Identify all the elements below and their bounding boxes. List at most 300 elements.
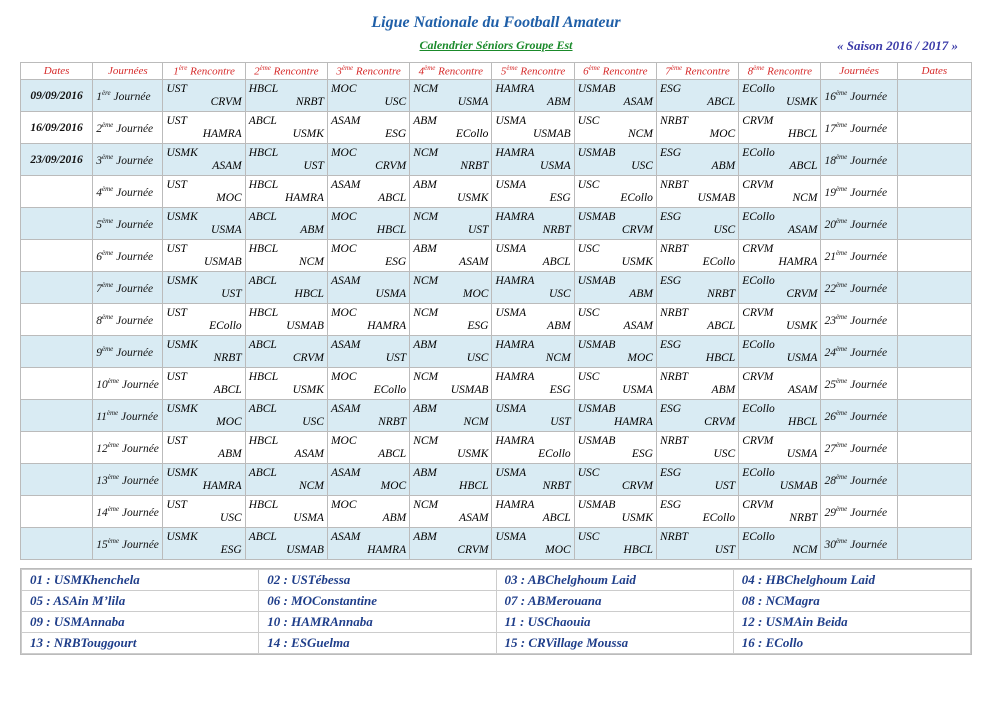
home-team: HBCL bbox=[248, 370, 279, 383]
away-team: ESG bbox=[385, 127, 407, 140]
round-row bbox=[21, 112, 972, 144]
home-team: ESG bbox=[659, 338, 682, 351]
away-team: USC bbox=[302, 415, 324, 428]
dates-header-right: Dates bbox=[897, 63, 971, 80]
round-date: 09/09/2016 bbox=[21, 80, 93, 112]
away-team: HAMRA bbox=[367, 319, 407, 332]
ordinal-suffix: ème bbox=[670, 64, 683, 73]
round-date-right bbox=[897, 368, 971, 400]
away-team: ECollo bbox=[455, 127, 489, 140]
match-cell bbox=[163, 80, 245, 112]
round-date bbox=[21, 272, 93, 304]
ordinal-word: Journée bbox=[119, 506, 159, 519]
match-cell bbox=[574, 400, 656, 432]
away-team: ASAM bbox=[459, 511, 489, 524]
away-team: HBCL bbox=[294, 287, 324, 300]
round-date bbox=[21, 432, 93, 464]
round-journee-left bbox=[93, 272, 163, 304]
away-team: USMK bbox=[457, 191, 489, 204]
match-cell bbox=[245, 528, 327, 560]
home-team: ABCL bbox=[248, 530, 277, 543]
match-cell bbox=[739, 80, 821, 112]
away-team: NRBT bbox=[707, 287, 736, 300]
away-team: USMK bbox=[292, 383, 324, 396]
home-team: ECollo bbox=[742, 530, 775, 543]
away-team: ECollo bbox=[702, 255, 736, 268]
home-team: USC bbox=[577, 242, 600, 255]
ordinal-number: 2 bbox=[96, 122, 102, 135]
match-cell bbox=[327, 336, 409, 368]
ordinal-suffix: ème bbox=[835, 216, 848, 225]
round-journee-right bbox=[821, 144, 897, 176]
home-team: USMA bbox=[495, 178, 527, 191]
home-team: ESG bbox=[659, 146, 682, 159]
home-team: CRVM bbox=[742, 434, 774, 447]
ordinal-number: 5 bbox=[96, 218, 102, 231]
match-cell bbox=[739, 432, 821, 464]
ordinal-suffix: ème bbox=[835, 88, 848, 97]
ordinal-suffix: ème bbox=[835, 248, 848, 257]
match-cell bbox=[574, 368, 656, 400]
match-cell bbox=[492, 208, 574, 240]
away-team: NRBT bbox=[213, 351, 242, 364]
ordinal-number: 3 bbox=[96, 154, 102, 167]
home-team: ESG bbox=[659, 466, 682, 479]
away-team: USMA bbox=[540, 159, 571, 172]
home-team: NRBT bbox=[659, 178, 689, 191]
away-team: ASAM bbox=[788, 383, 818, 396]
away-team: MOC bbox=[216, 191, 242, 204]
home-team: HBCL bbox=[248, 146, 279, 159]
ordinal-suffix: ème bbox=[835, 536, 848, 545]
home-team: ECollo bbox=[742, 466, 775, 479]
match-cell bbox=[163, 400, 245, 432]
match-cell bbox=[163, 240, 245, 272]
ordinal-suffix: ème bbox=[101, 152, 114, 161]
away-team: ASAM bbox=[294, 447, 324, 460]
match-cell bbox=[163, 176, 245, 208]
round-date bbox=[21, 240, 93, 272]
home-team: MOC bbox=[330, 242, 357, 255]
home-team: NCM bbox=[413, 434, 439, 447]
match-cell bbox=[492, 80, 574, 112]
round-row bbox=[21, 496, 972, 528]
ordinal-number: 24 bbox=[824, 346, 836, 359]
home-team: HAMRA bbox=[495, 498, 535, 511]
match-cell bbox=[739, 240, 821, 272]
match-cell bbox=[574, 272, 656, 304]
home-team: MOC bbox=[330, 82, 357, 95]
match-cell bbox=[656, 176, 738, 208]
ordinal-word: Journée bbox=[847, 186, 888, 199]
round-journee-right bbox=[821, 400, 897, 432]
match-cell bbox=[163, 368, 245, 400]
ordinal-suffix: ème bbox=[107, 472, 119, 481]
away-team: CRVM bbox=[375, 159, 407, 172]
match-cell bbox=[574, 336, 656, 368]
ordinal-suffix: ère bbox=[101, 88, 111, 97]
away-team: ABCL bbox=[378, 191, 407, 204]
ordinal-suffix: ème bbox=[753, 64, 765, 73]
ordinal-number: 6 bbox=[583, 65, 589, 78]
rencontre-header-2 bbox=[245, 63, 327, 80]
away-team: ABM bbox=[711, 159, 736, 172]
away-team: ABCL bbox=[542, 511, 571, 524]
ordinal-suffix: ème bbox=[107, 504, 119, 513]
home-team: USMAB bbox=[577, 498, 616, 511]
match-cell bbox=[163, 208, 245, 240]
away-team: ECollo bbox=[702, 511, 736, 524]
legend-team: 07 : ABMerouana bbox=[496, 591, 733, 612]
match-cell bbox=[327, 432, 409, 464]
round-date-right bbox=[897, 112, 971, 144]
ordinal-word: Journée bbox=[847, 282, 888, 295]
round-date bbox=[21, 528, 93, 560]
dates-header: Dates bbox=[21, 63, 93, 80]
round-date bbox=[21, 368, 93, 400]
home-team: USMK bbox=[166, 466, 198, 479]
round-row bbox=[21, 208, 972, 240]
away-team: ABCL bbox=[707, 319, 736, 332]
ordinal-number: 3 bbox=[336, 65, 342, 78]
ordinal-number: 19 bbox=[824, 186, 836, 199]
ordinal-suffix: ème bbox=[107, 536, 119, 545]
home-team: USMK bbox=[166, 338, 198, 351]
rencontre-header-3 bbox=[327, 63, 409, 80]
away-team: USC bbox=[548, 287, 571, 300]
match-cell bbox=[656, 464, 738, 496]
away-team: USC bbox=[219, 511, 242, 524]
away-team: CRVM bbox=[292, 351, 324, 364]
home-team: HAMRA bbox=[495, 434, 535, 447]
match-cell bbox=[410, 336, 492, 368]
match-cell bbox=[245, 112, 327, 144]
away-team: USC bbox=[631, 159, 653, 172]
ordinal-word: Rencontre bbox=[517, 65, 566, 78]
match-cell bbox=[410, 272, 492, 304]
away-team: NCM bbox=[299, 479, 324, 492]
home-team: NRBT bbox=[659, 114, 689, 127]
round-journee-left bbox=[93, 464, 163, 496]
ordinal-number: 26 bbox=[824, 410, 836, 423]
home-team: ABM bbox=[413, 114, 437, 127]
match-cell bbox=[574, 432, 656, 464]
ordinal-suffix: ère bbox=[178, 64, 188, 73]
away-team: USMK bbox=[292, 127, 324, 140]
away-team: USC bbox=[466, 351, 489, 364]
legend-team: 01 : USMKhenchela bbox=[22, 570, 259, 591]
away-team: USMK bbox=[457, 447, 489, 460]
away-team: ASAM bbox=[788, 223, 818, 236]
match-cell bbox=[245, 464, 327, 496]
round-date: 16/09/2016 bbox=[21, 112, 93, 144]
away-team: HAMRA bbox=[202, 479, 242, 492]
match-cell bbox=[656, 368, 738, 400]
home-team: USC bbox=[577, 306, 600, 319]
away-team: HBCL bbox=[705, 351, 736, 364]
home-team: ABCL bbox=[248, 466, 277, 479]
match-cell bbox=[656, 208, 738, 240]
ordinal-word: Journée bbox=[119, 442, 159, 455]
round-row bbox=[21, 144, 972, 176]
legend-team: 10 : HAMRAnnaba bbox=[259, 612, 496, 633]
legend-team: 05 : ASAin M’lila bbox=[22, 591, 259, 612]
match-cell bbox=[739, 176, 821, 208]
home-team: CRVM bbox=[742, 242, 774, 255]
away-team: NRBT bbox=[542, 223, 571, 236]
away-team: HBCL bbox=[623, 543, 653, 556]
home-team: ABCL bbox=[248, 114, 277, 127]
round-row bbox=[21, 528, 972, 560]
season-label: « Saison 2016 / 2017 » bbox=[837, 38, 958, 53]
home-team: CRVM bbox=[742, 498, 774, 511]
legend-team: 16 : ECollo bbox=[733, 633, 970, 654]
ordinal-suffix: ème bbox=[835, 472, 848, 481]
home-team: USC bbox=[577, 370, 600, 383]
match-cell bbox=[574, 208, 656, 240]
legend-team: 06 : MOConstantine bbox=[259, 591, 496, 612]
home-team: USMK bbox=[166, 146, 198, 159]
home-team: ECollo bbox=[742, 146, 775, 159]
ordinal-suffix: ème bbox=[101, 120, 114, 129]
away-team: CRVM bbox=[621, 223, 653, 236]
legend-team: 02 : USTébessa bbox=[259, 570, 496, 591]
ordinal-word: Journée bbox=[113, 122, 154, 135]
ordinal-number: 1 bbox=[96, 90, 102, 103]
away-team: ABM bbox=[547, 319, 571, 332]
home-team: UST bbox=[166, 178, 187, 191]
round-journee-right bbox=[821, 80, 897, 112]
ordinal-word: Journée bbox=[847, 90, 888, 103]
match-cell bbox=[492, 272, 574, 304]
match-cell bbox=[410, 240, 492, 272]
home-team: MOC bbox=[330, 370, 357, 383]
match-cell bbox=[245, 272, 327, 304]
away-team: USMAB bbox=[204, 255, 242, 268]
match-cell bbox=[574, 304, 656, 336]
home-team: USMK bbox=[166, 530, 198, 543]
match-cell bbox=[245, 400, 327, 432]
match-cell bbox=[410, 432, 492, 464]
home-team: ABCL bbox=[248, 274, 277, 287]
rencontre-header-6 bbox=[574, 63, 656, 80]
home-team: USC bbox=[577, 530, 600, 543]
ordinal-word: Rencontre bbox=[764, 65, 812, 78]
match-cell bbox=[327, 208, 409, 240]
match-cell bbox=[245, 144, 327, 176]
ordinal-word: Journée bbox=[847, 410, 888, 423]
home-team: NCM bbox=[413, 306, 439, 319]
away-team: MOC bbox=[709, 127, 736, 140]
match-cell bbox=[327, 112, 409, 144]
away-team: NRBT bbox=[378, 415, 407, 428]
home-team: USMA bbox=[495, 306, 527, 319]
away-team: ABM bbox=[218, 447, 242, 460]
match-cell bbox=[327, 496, 409, 528]
ordinal-word: Journée bbox=[847, 346, 888, 359]
ordinal-word: Journée bbox=[847, 506, 888, 519]
legend-team: 11 : USChaouia bbox=[496, 612, 733, 633]
home-team: ECollo bbox=[742, 274, 775, 287]
round-date-right bbox=[897, 144, 971, 176]
match-cell bbox=[739, 464, 821, 496]
ordinal-suffix: ème bbox=[101, 184, 114, 193]
round-date bbox=[21, 176, 93, 208]
ordinal-suffix: ème bbox=[835, 376, 848, 385]
ordinal-number: 25 bbox=[824, 378, 836, 391]
match-cell bbox=[656, 144, 738, 176]
ordinal-number: 1 bbox=[173, 65, 179, 78]
match-cell bbox=[327, 240, 409, 272]
round-row bbox=[21, 176, 972, 208]
ordinal-word: Journée bbox=[847, 250, 888, 263]
home-team: NCM bbox=[413, 274, 439, 287]
match-cell bbox=[410, 112, 492, 144]
match-cell bbox=[327, 400, 409, 432]
home-team: ABM bbox=[413, 242, 437, 255]
away-team: ABCL bbox=[213, 383, 242, 396]
home-team: USMA bbox=[495, 530, 527, 543]
ordinal-suffix: ème bbox=[106, 408, 119, 417]
match-cell bbox=[245, 304, 327, 336]
match-cell bbox=[163, 336, 245, 368]
away-team: CRVM bbox=[457, 543, 489, 556]
ordinal-word: Journée bbox=[847, 122, 888, 135]
ordinal-word: Rencontre bbox=[682, 65, 730, 78]
home-team: ECollo bbox=[742, 402, 775, 415]
match-cell bbox=[656, 336, 738, 368]
ordinal-number: 5 bbox=[500, 65, 507, 78]
match-cell bbox=[492, 464, 574, 496]
match-cell bbox=[492, 336, 574, 368]
away-team: NCM bbox=[463, 415, 489, 428]
match-cell bbox=[492, 368, 574, 400]
home-team: USMAB bbox=[577, 402, 616, 415]
ordinal-suffix: ème bbox=[835, 344, 848, 353]
home-team: NRBT bbox=[659, 242, 689, 255]
match-cell bbox=[656, 496, 738, 528]
away-team: ECollo bbox=[209, 319, 242, 332]
match-cell bbox=[656, 432, 738, 464]
ordinal-suffix: ème bbox=[835, 120, 848, 129]
away-team: MOC bbox=[627, 351, 653, 364]
away-team: NRBT bbox=[542, 479, 571, 492]
home-team: UST bbox=[166, 434, 187, 447]
away-team: USMA bbox=[293, 511, 324, 524]
ordinal-word: Journée bbox=[113, 282, 154, 295]
home-team: CRVM bbox=[742, 370, 774, 383]
match-cell bbox=[656, 528, 738, 560]
away-team: MOC bbox=[462, 287, 489, 300]
home-team: USC bbox=[577, 178, 600, 191]
match-cell bbox=[739, 112, 821, 144]
ordinal-suffix: ème bbox=[101, 280, 114, 289]
away-team: NCM bbox=[792, 191, 818, 204]
match-cell bbox=[574, 528, 656, 560]
round-date-right bbox=[897, 432, 971, 464]
match-cell bbox=[410, 528, 492, 560]
home-team: USMA bbox=[495, 242, 527, 255]
round-journee-left bbox=[93, 304, 163, 336]
match-cell bbox=[163, 432, 245, 464]
away-team: USC bbox=[713, 223, 736, 236]
ordinal-word: Rencontre bbox=[187, 65, 235, 78]
round-journee-right bbox=[821, 496, 897, 528]
away-team: ESG bbox=[467, 319, 489, 332]
ordinal-suffix: ème bbox=[835, 312, 848, 321]
legend-team: 13 : NRBTouggourt bbox=[22, 633, 259, 654]
away-team: USMAB bbox=[533, 127, 571, 140]
round-journee-right bbox=[821, 272, 897, 304]
home-team: NRBT bbox=[659, 530, 689, 543]
away-team: ASAM bbox=[459, 255, 489, 268]
round-journee-right bbox=[821, 464, 897, 496]
ordinal-word: Journée bbox=[119, 474, 159, 487]
away-team: CRVM bbox=[704, 415, 736, 428]
match-cell bbox=[163, 272, 245, 304]
home-team: HBCL bbox=[248, 82, 279, 95]
ordinal-word: Journée bbox=[113, 186, 154, 199]
home-team: ASAM bbox=[330, 530, 361, 543]
away-team: UST bbox=[714, 479, 736, 492]
away-team: ESG bbox=[385, 255, 407, 268]
match-cell bbox=[410, 80, 492, 112]
match-cell bbox=[492, 528, 574, 560]
match-cell bbox=[574, 80, 656, 112]
home-team: NRBT bbox=[659, 434, 689, 447]
home-team: ESG bbox=[659, 82, 682, 95]
ordinal-number: 22 bbox=[824, 282, 836, 295]
round-journee-left bbox=[93, 208, 163, 240]
home-team: HAMRA bbox=[495, 274, 535, 287]
home-team: CRVM bbox=[742, 178, 774, 191]
match-cell bbox=[410, 368, 492, 400]
match-cell bbox=[574, 496, 656, 528]
round-date-right bbox=[897, 336, 971, 368]
match-cell bbox=[574, 176, 656, 208]
ordinal-word: Journée bbox=[847, 378, 888, 391]
team-legend bbox=[20, 568, 972, 655]
match-cell bbox=[245, 368, 327, 400]
away-team: USMA bbox=[786, 447, 818, 460]
home-team: USMAB bbox=[577, 274, 616, 287]
ordinal-suffix: ème bbox=[588, 64, 600, 73]
away-team: USMK bbox=[621, 511, 653, 524]
away-team: NCM bbox=[299, 255, 324, 268]
away-team: USMK bbox=[786, 319, 818, 332]
home-team: ESG bbox=[659, 498, 682, 511]
away-team: USMA bbox=[622, 383, 653, 396]
calendar-table bbox=[20, 62, 972, 560]
round-journee-left bbox=[93, 240, 163, 272]
match-cell bbox=[410, 176, 492, 208]
ordinal-word: Journée bbox=[110, 90, 151, 103]
round-journee-right bbox=[821, 368, 897, 400]
ordinal-word: Journée bbox=[847, 538, 888, 551]
ordinal-suffix: ème bbox=[835, 408, 848, 417]
round-row bbox=[21, 80, 972, 112]
home-team: HBCL bbox=[248, 306, 279, 319]
home-team: USMA bbox=[495, 114, 527, 127]
legend-row bbox=[22, 612, 971, 633]
round-journee-left bbox=[93, 496, 163, 528]
legend-row bbox=[22, 633, 971, 654]
header-row bbox=[21, 63, 972, 80]
home-team: ECollo bbox=[742, 338, 775, 351]
home-team: ESG bbox=[659, 274, 682, 287]
match-cell bbox=[656, 304, 738, 336]
ordinal-word: Journée bbox=[847, 474, 888, 487]
